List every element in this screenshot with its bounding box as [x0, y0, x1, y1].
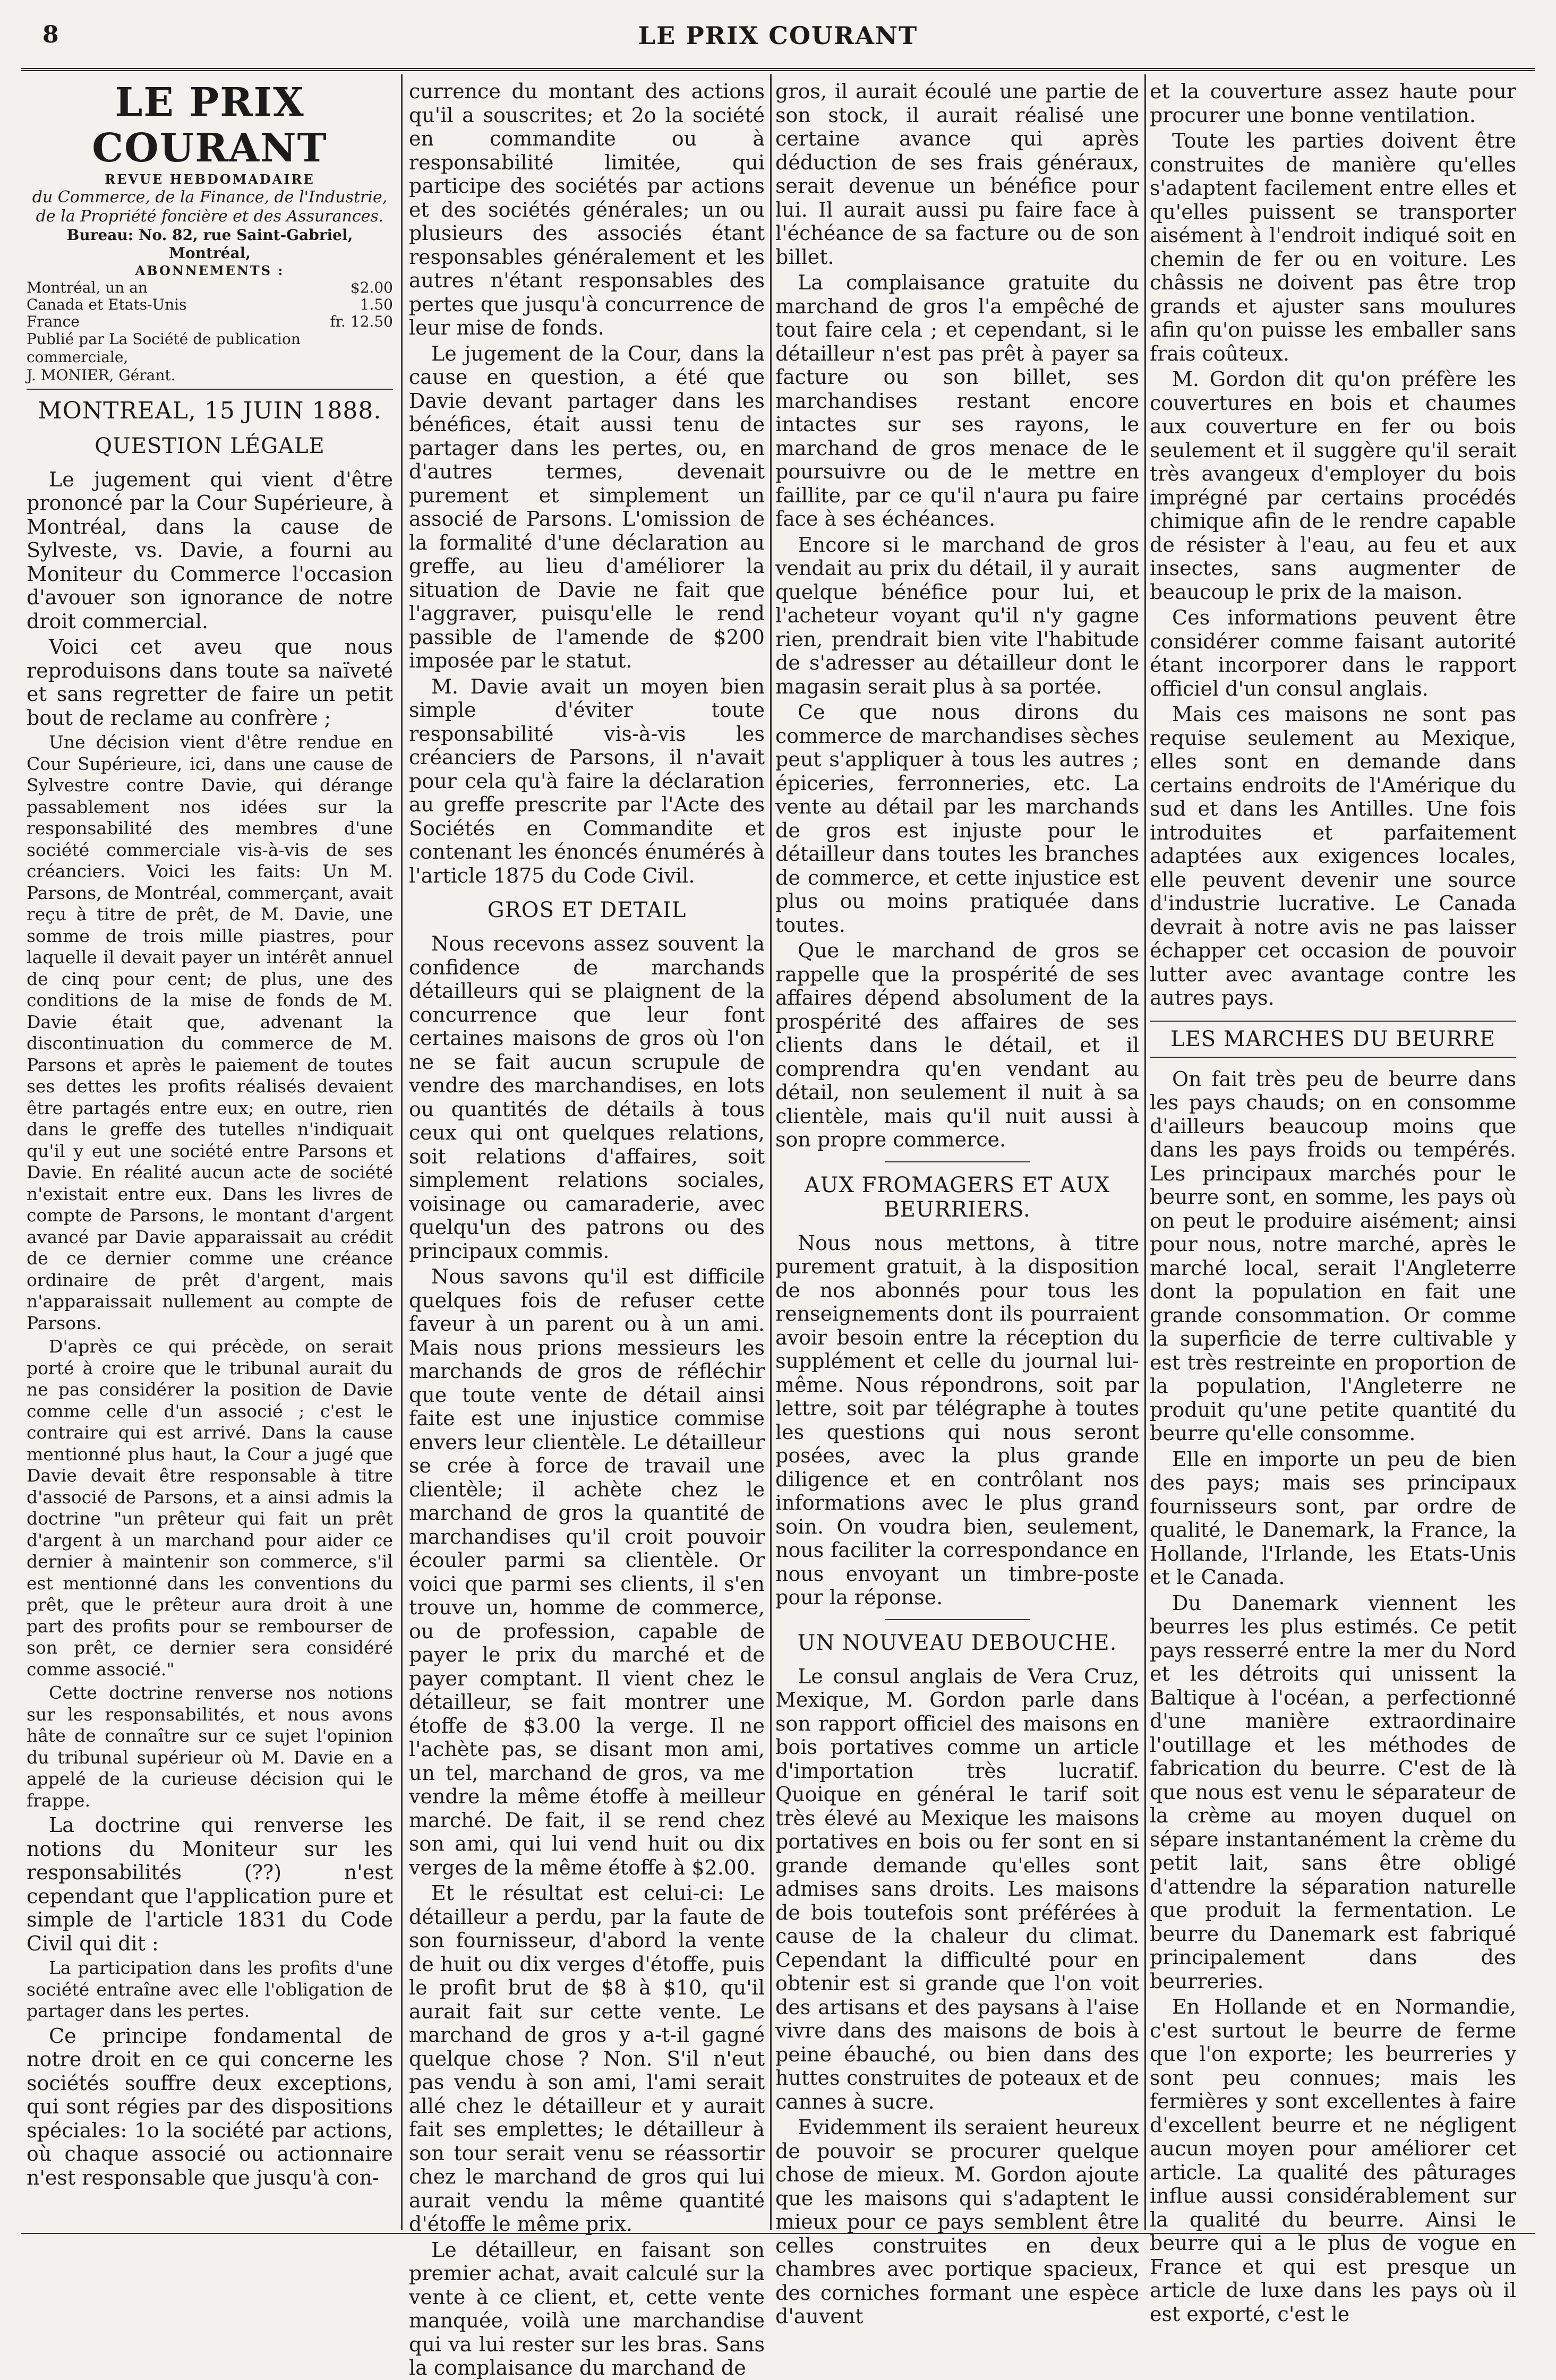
paragraph: Evidemment ils seraient heureux de pouvoir se procurer quelque chose de mieux. M. Gordon ajoute que les maisons qui s'adaptent le mieux pour ce pays semblent être celles construites en deux chambres avec portique spacieux, des corniches formant une espèce d'auvent	[775, 2116, 1139, 2328]
paragraph: Ces informations peuvent être considérer comme faisant autorité étant incorporer dans le rapport officiel d'un consul anglais.	[1150, 606, 1516, 700]
header-rule	[21, 68, 1535, 71]
paragraph: currence du montant des actions qu'il a souscrites; et 2o la société en commandite ou à responsabilité limitée, qui participe des sociétés par actions et des sociétés générales; un ou plusieurs des associés étant responsables généralement et les autres n'étant responsables des pertes que jusqu'à concurrence de leur mise de fonds.	[409, 80, 765, 339]
paragraph: Le jugement de la Cour, dans la cause en question, a été que Davie devant partager dans les bénéfices, était aussi tenu de partager dans les pertes, ou, en d'autres termes, devenait purement et simplement un associé de Parsons. L'omission de la formalité d'une déclaration au greffe, au lieu d'améliorer la situation de Davie ne fait que l'aggraver, puisqu'elle le rend passible de l'amende de $200 imposée par le statut.	[409, 341, 765, 672]
paragraph: Et le résultat est celui-ci: Le détailleur a perdu, par la faute de son fournisseur, d'abord la vente de huit ou dix verges d'étoffe, puis le profit brut de $8 à $10, qu'il aurait fait sur cette vente. Le marchand de gros y a-t-il gagné quelque chose ? Non. S'il n'eut pas vendu à son ami, l'ami serait allé chez le détailleur et y aurait fait ses emplettes; le détailleur à son tour serait venu se réassortir chez le marchand de gros qui lui aurait vendu la même quantité d'étoffe le même prix.	[409, 1881, 765, 2236]
paragraph: Le jugement qui vient d'être prononcé par la Cour Supérieure, à Montréal, dans la cause de Sylveste, vs. Davie, a fourni au Moniteur du Commerce l'occasion d'avouer son ignorance de notre droit commercial.	[27, 467, 393, 633]
column-3	[775, 80, 1139, 2328]
paragraph: Ce que nous dirons du commerce de marchandises sèches peut s'appliquer à tous les autres ; épiceries, ferronneries, etc. La vente au détail par les marchands de gros est injuste pour le détailleur dans toutes les branches de commerce, et cette injustice est plus ou moins pratiquée dans toutes.	[775, 700, 1139, 937]
paragraph: Encore si le marchand de gros vendait au prix du détail, il y aurait quelque bénéfice pour lui, et l'acheteur voyant qu'il n'y gagne rien, prendrait bien vite l'habitude de s'adresser au détailleur dont le magasin serait plus à sa portée.	[775, 533, 1139, 698]
paragraph: Ce principe fondamental de notre droit en ce qui concerne les sociétés souffre deux exceptions, qui sont régies par des dispositions spéciales: 1o la société par actions, où chaque associé ou actionnaire n'est responsable que jusqu'à con-	[27, 2024, 393, 2189]
paragraph: Le consul anglais de Vera Cruz, Mexique, M. Gordon parle dans son rapport officiel des maisons en bois portatives comme un article d'importation très lucratif. Quoique en général le tarif soit très élevé au Mexique les maisons portatives en bois ou fer sont en si grande demande qu'elles sont admises sans droits. Les maisons de bois toutefois sont préférées à cause de la chaleur du climat. Cependant la difficulté pour en obtenir est si grande que l'on voit des artisans et des paysans à l'aise vivre dans des maisons de bois à peine ébauché, ou bien dans des huttes construites de poteaux et de cannes à sucre.	[775, 1664, 1139, 2113]
article-title-beurre: LES MARCHES DU BEURRE	[1150, 1021, 1516, 1058]
paragraph: La complaisance gratuite du marchand de gros l'a empêché de tout faire cela ; et cependant, si le détailleur n'est pas prêt à payer sa facture ou son billet, ses marchandises restant encore intactes sur ses rayons, le marchand de gros menace de le poursuivre ou de le mettre en faillite, par ce qu'il n'aura pu faire face à ses échéances.	[775, 271, 1139, 530]
manager: J. MONIER, Gérant.	[27, 366, 176, 384]
footer-rule	[21, 2233, 1535, 2234]
paragraph: On fait très peu de beurre dans les pays chauds; on en consomme d'ailleurs beaucoup moins que dans les pays froids ou tempérés. Les principaux marchés pour le beurre sont, en somme, les pays où on peut le produire aisément; ainsi pour nous, notre marché, après le marché local, serait l'Angleterre dont la population en fait une grande consommation. Or comme la superficie de terre cultivable y est très restreinte en proportion de la population, l'Angleterre ne produit qu'une petite quantité du beurre qu'elle consomme.	[1150, 1067, 1516, 1445]
section-divider	[885, 1619, 1030, 1620]
paragraph: Nous nous mettons, à titre purement gratuit, à la disposition de nos abonnés pour tous les renseignements dont ils pourraient avoir besoin entre la réception du supplément et celle du journal lui-même. Nous répondrons, soit par lettre, soit par télégraphe à toutes les questions qui nous seront posées, avec la plus grande diligence et en contrôlant nos informations avec le plus grand soin. On voudra bien, seulement, nous faciliter la correspondance en nous envoyant un timbre-poste pour la réponse.	[775, 1231, 1139, 1609]
paragraph: Que le marchand de gros se rappelle que la prospérité de ses affaires dépend absolument de la prospérité des affaires de ses clients dans le détail, et il comprendra qu'en vendant au détail, non seulement il nuit à sa clientèle, mais qu'il nuit aussi à son propre commerce.	[775, 939, 1139, 1151]
paragraph: La participation dans les profits d'une société entraîne avec elle l'obligation de partager dans les pertes.	[27, 1957, 393, 2021]
masthead	[27, 80, 393, 390]
paragraph: Une décision vient d'être rendue en Cour Supérieure, ici, dans une cause de Sylvestre contre Davie, qui dérange passablement nos idées sur la responsabilité des membres d'une société commerciale vis-à-vis de ses créanciers. Voici les faits: Un M. Parsons, de Montréal, commerçant, avait reçu à titre de prêt, de M. Davie, une somme de trois mille piastres, pour laquelle il devait payer un intérêt annuel de cinq pour cent; de plus, une des conditions de la mise de fonds de M. Davie était que, advenant la discontinuation du commerce de M. Parsons et après le paiement de toutes ses dettes les profits réalisés devaient être partagés entre eux; en outre, rien dans le greffe des tutelles n'indiquait qu'il y eut une société entre Parsons et Davie. En réalité aucun acte de société n'existait entre eux. Dans les livres de compte de Parsons, le montant d'argent avancé par Davie apparaissait au crédit de ce dernier comme une créance ordinaire de prêt d'argent, mais n'apparaissait nullement au compte de Parsons.	[27, 732, 393, 1333]
masthead-title: LE PRIX COURANT	[92, 80, 328, 171]
masthead-description: du Commerce, de la Finance, de l'Industrie, de la Propriété foncière et des Assurances.	[32, 188, 388, 226]
paragraph: La doctrine qui renverse les notions du Moniteur sur les responsabilités (??) n'est cependant que l'application pure et simple de l'article 1831 du Code Civil qui dit :	[27, 1813, 393, 1955]
paragraph: Voici cet aveu que nous reproduisons dans toute sa naïveté et sans regretter de faire un petit bout de reclame au confrère ;	[27, 635, 393, 730]
column-rule	[1144, 74, 1146, 2230]
paragraph: et la couverture assez haute pour procurer une bonne ventilation.	[1150, 80, 1516, 127]
paragraph: Mais ces maisons ne sont pas requise seulement au Mexique, elles sont en demande dans certains endroits de l'Amérique du sud et dans les Antilles. Une fois introduites et parfaitement adaptées aux exigences locales, elle peuvent devenir une source d'industrie lucrative. Le Canada devrait à notre avis ne pas laisser échapper cet occasion de pouvoir lutter avec avantage contre les autres pays.	[1150, 703, 1516, 1009]
publisher: Publié par La Société de publication commerciale,	[27, 330, 301, 366]
dateline: MONTREAL, 15 JUIN 1888.	[38, 397, 382, 424]
paragraph: En Hollande et en Normandie, c'est surtout le beurre de ferme que l'on exporte; les beurreries y sont peu connues; mais les fermières y sont excellentes à faire d'excellent beurre et ne négligent aucun moyen pour améliorer cet article. La qualité des pâturages influe aussi considérablement sur la qualité du beurre. Ainsi le beurre qui a le plus de vogue en France et qui est presque un article de luxe dans les pays où il est exporté, c'est le	[1150, 1995, 1516, 2326]
paragraph: gros, il aurait écoulé une partie de son stock, il aurait réalisé une certaine avance qui après déduction de ses frais généraux, serait devenue un bénéfice pour lui. Il aurait aussi pu faire face à l'échéance de sa facture ou de son billet.	[775, 80, 1139, 269]
paragraph: Cette doctrine renverse nos notions sur les responsabilités, et nous avons hâte de connaître sur ce sujet l'opinion du tribunal supérieur où M. Davie en a appelé de la curieuse décision qui le frappe.	[27, 1682, 393, 1811]
article-title-gros-et-detail: GROS ET DETAIL	[487, 898, 687, 922]
article-title-debouche: UN NOUVEAU DEBOUCHE.	[797, 1630, 1117, 1655]
column-4	[1150, 80, 1516, 2326]
column-2	[409, 80, 765, 2379]
article-title-question-legale: QUESTION LÉGALE	[95, 433, 325, 458]
paragraph: M. Davie avait un moyen bien simple d'éviter toute responsabilité vis-à-vis les créanciers de Parsons, il n'avait pour cela qu'à faire la déclaration au greffe prescrite par l'Acte des Sociétés en Commandite et contenant les énoncés énumérés à l'article 1875 du Code Civil.	[409, 674, 765, 887]
paragraph: Le détailleur, en faisant son premier achat, avait calculé sur la vente à ce client, et, cette vente manquée, voilà une marchandise qui va lui rester sur les bras. Sans la complaisance du marchand de	[409, 2238, 765, 2379]
column-rule	[770, 74, 772, 2230]
article-title-fromagers: AUX FROMAGERS ET AUX BEURRIERS.	[804, 1172, 1110, 1222]
running-title: LE PRIX COURANT	[638, 21, 918, 50]
subscriptions-label: ABONNEMENTS :	[135, 263, 285, 278]
section-divider	[885, 1161, 1030, 1162]
paragraph: Nous savons qu'il est difficile quelques fois de refuser cette faveur à un parent ou à un ami. Mais nous prions messieurs les marchands de gros de réfléchir que toute vente de détail ainsi faite est une injustice commise envers leur clientèle. Le détailleur se crée à force de travail une clientèle; il achète chez le marchand de gros la quantité de marchandises qu'il croit pouvoir écouler parmi sa clientèle. Or voici que parmi ses clients, il s'en trouve un, homme de commerce, ou de profession, capable de payer le prix du marché et de payer comptant. Il vient chez le détailleur, se fait montrer une étoffe de $3.00 la verge. Il ne l'achète pas, se disant mon ami, un tel, marchand de gros, va me vendre la même étoffe à meilleur marché. De fait, il se rend chez son ami, qui lui vend huit ou dix verges de la même étoffe à $2.00.	[409, 1265, 765, 1879]
quoted-block	[27, 1957, 393, 2022]
paragraph: Nous recevons assez souvent la confidence de marchands détailleurs qui se plaignent de la concurrence que leur font certaines maisons de gros où l'on ne se fait aucun scrupule de vendre des marchandises, en lots ou quantités de détails à tous ceux qui ont quelques relations, soit relations d'affaires, soit simplement relations sociales, voisinage ou camaraderie, avec quelqu'un des patrons ou des principaux commis.	[409, 932, 765, 1263]
paragraph: Toute les parties doivent être construites de manière qu'elles s'adaptent facilement entre elles et qu'elles puissent se transporter aisément à l'endroit indiqué soit en chemin de fer ou en voiture. Les châssis ne doivent pas être trop grands et ajuster sans moulures afin qu'on puisse les emballer sans frais coûteux.	[1150, 129, 1516, 365]
running-header	[32, 21, 1524, 53]
price-row: France fr. 12.50	[27, 313, 393, 330]
paragraph: M. Gordon dit qu'on préfère les couvertures en bois et chaumes aux couverture en fer ou bois seulement et il suggère qu'il serait très avangeux d'employer du bois imprégné par certains procédés chimique afin de le rendre capable de résister à l'eau, au feu et aux insectes, sans augmenter de beaucoup le prix de la maison.	[1150, 367, 1516, 604]
column-rule	[401, 74, 403, 2230]
page-number: 8	[42, 21, 59, 48]
price-row: Montréal, un an $2.00	[27, 279, 393, 296]
price-row: Canada et Etats-Unis 1.50	[27, 296, 393, 313]
column-1	[27, 80, 393, 2225]
paragraph: Elle en importe un peu de bien des pays; mais ses principaux fournisseurs sont, par ordre de qualité, le Danemark, la France, la Hollande, l'Irlande, les Etats-Unis et le Canada.	[1150, 1447, 1516, 1589]
quoted-block	[27, 732, 393, 1811]
masthead-subtitle: REVUE HEBDOMADAIRE	[105, 172, 315, 187]
paragraph: D'après ce qui précède, on serait porté à croire que le tribunal aurait du ne pas considérer la position de Davie comme celle d'un associé ; c'est le contraire qui est arrivé. Dans la cause mentionné plus haut, la Cour a jugé que Davie devait être responsable à titre d'associé de Parsons, et a ainsi admis la doctrine "un prêteur qui fait un prêt d'argent à un marchand pour aider ce dernier à maintenir son commerce, s'il est mentionné dans les conventions du prêt, que le prêteur aura droit à une part des profits pour se rembourser de son prêt, ce dernier sera considéré comme associé."	[27, 1336, 393, 1680]
masthead-address: Bureau: No. 82, rue Saint-Gabriel, Montréal,	[66, 226, 353, 262]
paragraph: Du Danemark viennent les beurres les plus estimés. Ce petit pays resserré entre la mer du Nord et les détroits qui unissent la Baltique à l'océan, a perfectionné d'une manière extraordinaire l'outillage et les méthodes de fabrication du beurre. C'est de là que nous est venu le séparateur de la crème au moyen duquel on sépare instantanément la crème du petit lait, sans être obligé d'attendre la séparation naturelle que produit la fermentation. Le beurre du Danemark est fabriqué principalement dans des beurreries.	[1150, 1591, 1516, 1993]
